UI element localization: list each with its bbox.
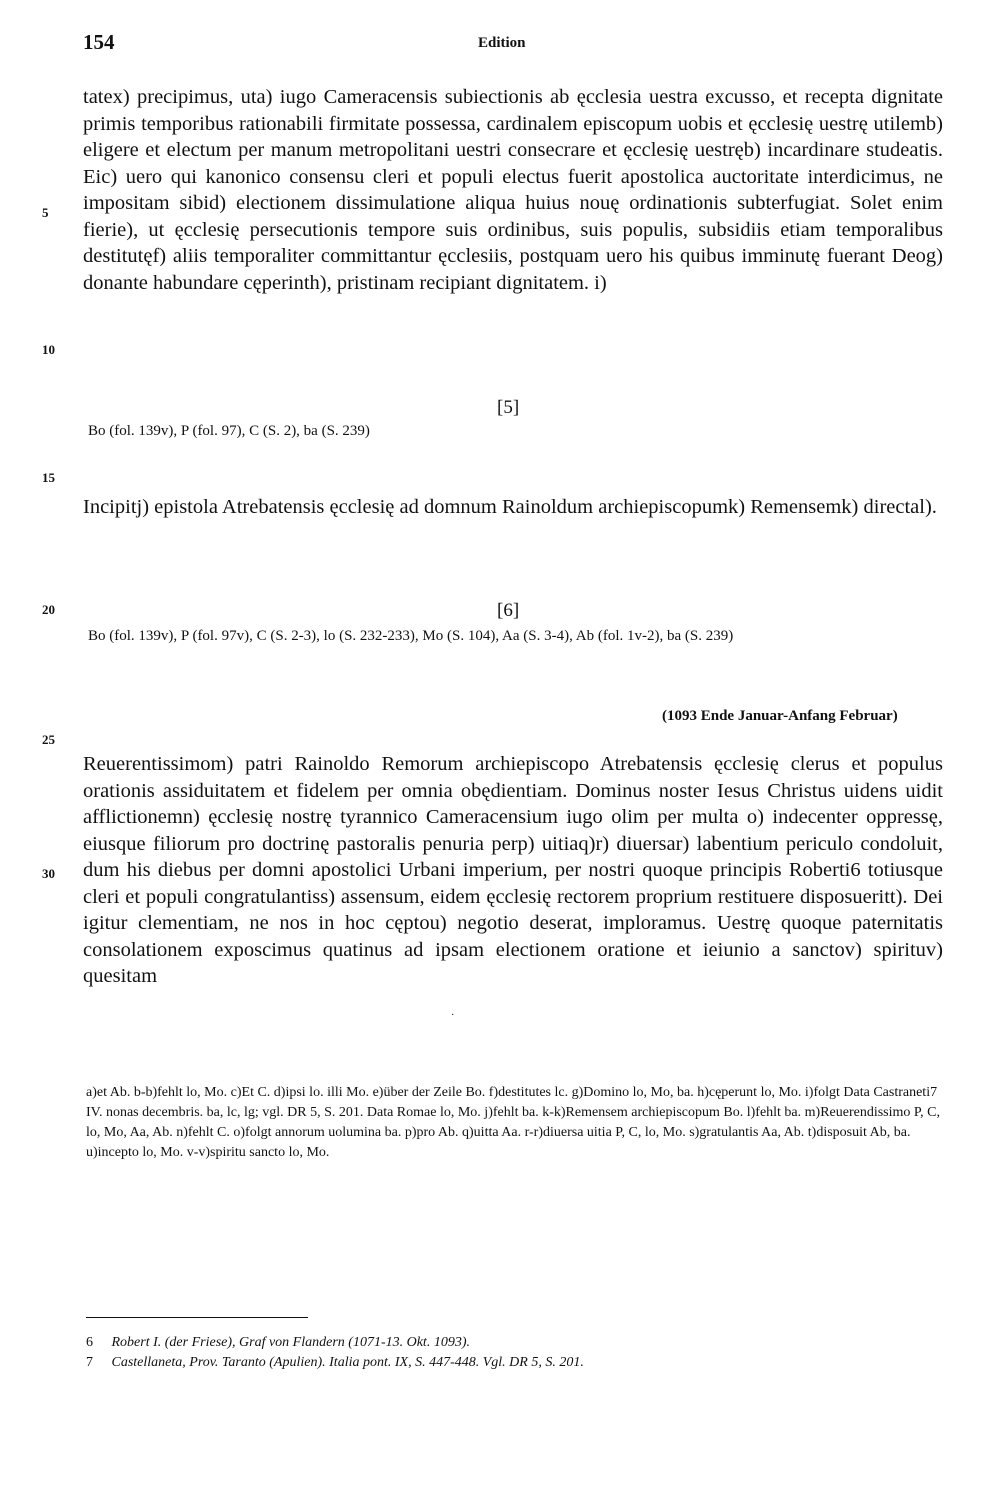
body-paragraph-1: tatex) precipimus, uta) iugo Cameracensis subiectionis ab ęcclesia uestra excusso, et recepta dignitate primis temporibus rationabili firmitate possessa, cardinalem episcopum uobis et ęcclesię uestrę utilemb) eligere et electum per manum metropolitani uestri consecrare et ęcclesię uestręb) incardinare studeatis. Eic) uero qui kanonico consensu cleri et populi electus fuerit apostolica auctoritate interdicimus, ne impositam sibid) electionem dissimulatione aliqua huius nouę ordinationis subterfugiat. Solet enim fierie), ut ęcclesię persecutionis tempore suis ordinibus, suis populis, subsidiis etiam temporalibus destitutęf) aliis temporaliter committantur ęcclesiis, postquam uero his quibus imminutę fuerant Deog) donante habundare cęperinth), pristinam recipiant dignitatem. i)	[83, 86, 943, 294]
section-6-date: (1093 Ende Januar-Anfang Februar)	[662, 708, 898, 724]
footnote-text: Castellaneta, Prov. Taranto (Apulien). Italia pont. IX, S. 447-448. Vgl. DR 5, S. 201.	[111, 1355, 584, 1370]
footnotes	[86, 1333, 956, 1373]
line-number: 25	[42, 732, 55, 747]
footnote-separator	[86, 1317, 308, 1318]
line-number: 20	[42, 602, 55, 617]
section-6-sources: Bo (fol. 139v), P (fol. 97v), C (S. 2-3), lo (S. 232-233), Mo (S. 104), Aa (S. 3-4), Ab (fol. 1v-2), ba (S. 239)	[88, 628, 734, 644]
running-title: Edition	[478, 35, 526, 51]
footnote-number: 6	[86, 1335, 93, 1350]
footnote-text: Robert I. (der Friese), Graf von Flandern (1071-13. Okt. 1093).	[111, 1335, 470, 1350]
footnote-7	[86, 1353, 956, 1373]
critical-apparatus: a)et Ab. b-b)fehlt lo, Mo. c)Et C. d)ipsi lo. illi Mo. e)über der Zeile Bo. f)destitutes lc. g)Domino lo, Mo, ba. h)cęperunt lo, Mo. i)folgt Data Castraneti7 IV. nonas decembris. ba, lc, lg; vgl. DR 5, S. 201. Data Romae lo, Mo. j)fehlt ba. k-k)Remensem archiepiscopum Bo. l)fehlt ba. m)Reuerendissimo P, C, lo, Mo, Aa, Ab. n)fehlt C. o)folgt annorum uolumina ba. p)pro Ab. q)uitta Aa. r-r)diuersa uitia P, C, lo, Mo. s)gratulantis Aa, Ab. t)disposuit Ab, ba. u)incepto lo, Mo. v-v)spiritu sancto lo, Mo.	[86, 1085, 940, 1160]
section-number-6: [6]	[497, 600, 520, 621]
body-paragraph-2: Reuerentissimom) patri Rainoldo Remorum archiepiscopo Atrebatensis ęcclesię clerus et populus orationis assiduitatem et fidelem per omnia obędientiam. Dominus noster Iesus Christus uidens uidit afflictionemn) ęcclesię nostrę tyrannico Cameracensium iugo olim per multa o) indecenter oppressę, eiusque filiorum pro doctrinę pastoralis penuria perp) uitiaq)r) diuersar) labentium periculo condoluit, dum his diebus per domni apostolici Urbani imperium, per nostri quoque principis Roberti6 totiusque cleri et populi congratulantiss) assensum, eidem ęcclesię rectorem proprium restituere disposueritt). Dei igitur clementiam, ne nos in hoc cęptou) negotio deserat, imploramus. Uestrę quoque paternitatis consolationem exposcimus quatinus ad ipsam electionem oratione et ieiunio a sanctov) spirituv) quesitam	[83, 753, 943, 987]
line-number: 5	[42, 205, 49, 220]
line-number: 30	[42, 866, 55, 881]
section-number-5: [5]	[497, 397, 520, 418]
line-number: 15	[42, 470, 55, 485]
footnote-6	[86, 1333, 956, 1353]
page-number: 154	[83, 30, 115, 54]
footnote-number: 7	[86, 1355, 93, 1370]
line-number: 10	[42, 342, 55, 357]
section-5-sources: Bo (fol. 139v), P (fol. 97), C (S. 2), ba (S. 239)	[88, 423, 370, 439]
incipit: Incipitj) epistola Atrebatensis ęcclesię ad domnum Rainoldum archiepiscopumk) Remensemk) directal).	[83, 496, 937, 518]
stray-mark: ·	[451, 1010, 455, 1021]
